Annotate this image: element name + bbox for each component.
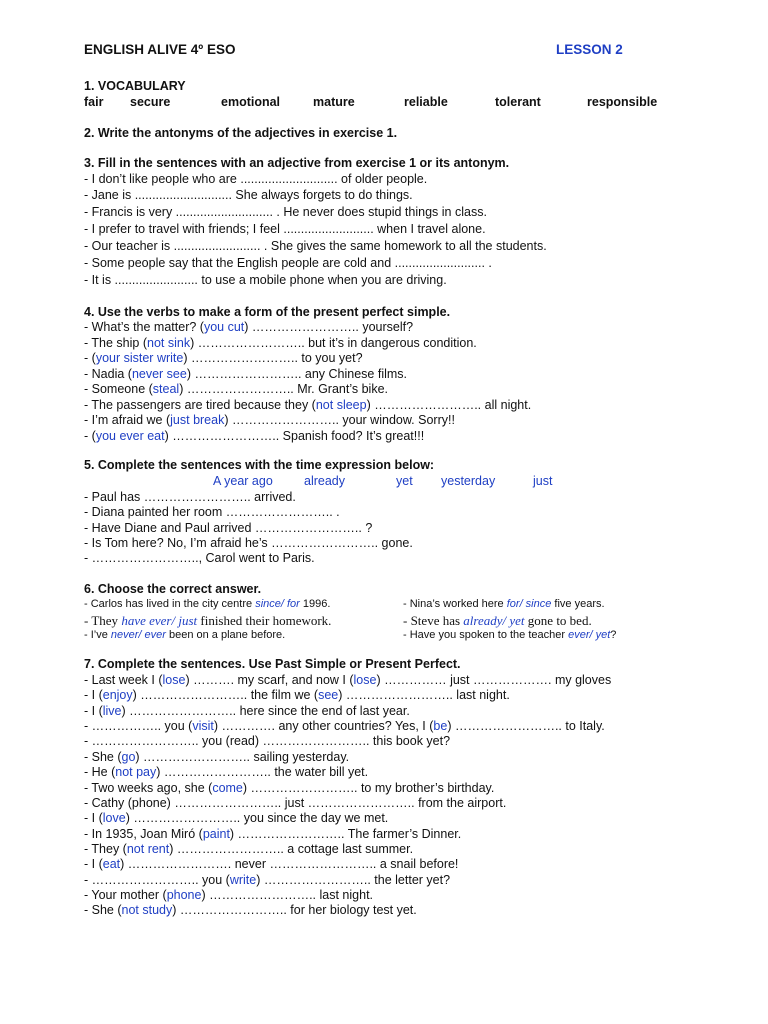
exercise-line bbox=[84, 827, 461, 841]
line-text: ) …………………….. a cottage last summer. bbox=[169, 841, 414, 856]
exercise-line: - Some people say that the English people are cold and .......................... . bbox=[84, 256, 492, 270]
verb-prompt: see bbox=[318, 688, 339, 703]
exercise-line: - Our teacher is ......................... . She gives the same homework to all the students. bbox=[84, 239, 547, 253]
exercise-line: - The ship (not sink) …………………….. but it’s in dangerous condition. bbox=[84, 336, 477, 350]
line-text: ) …………. any other countries? Yes, I ( bbox=[213, 719, 434, 733]
vocab-word: emotional bbox=[221, 95, 281, 109]
section-1-title: 1. VOCABULARY bbox=[84, 79, 186, 93]
exercise-line bbox=[84, 811, 388, 825]
exercise-line: - …………………….., Carol went to Paris. bbox=[84, 551, 315, 565]
line-text: - Two weeks ago, she ( bbox=[84, 780, 213, 795]
vocab-word: mature bbox=[313, 95, 355, 109]
line-text: - I ( bbox=[84, 811, 103, 826]
verb-prompt: be bbox=[433, 719, 448, 733]
line-text: - They ( bbox=[84, 841, 127, 856]
line-text: - He ( bbox=[84, 765, 116, 780]
exercise-line bbox=[84, 842, 413, 856]
line-text: - In 1935, Joan Miró ( bbox=[84, 826, 203, 841]
time-expression: already bbox=[304, 474, 345, 488]
verb-prompt: just break bbox=[170, 413, 225, 427]
time-expression: yesterday bbox=[441, 474, 496, 488]
line-text: - …………….. you ( bbox=[84, 719, 193, 733]
verb-prompt: lose bbox=[353, 673, 377, 687]
exercise-line bbox=[84, 688, 510, 702]
verb-prompt: phone bbox=[166, 887, 202, 902]
worksheet-header bbox=[84, 42, 684, 62]
exercise-line: - The passengers are tired because they (not sleep) …………………….. all night. bbox=[84, 398, 532, 412]
verb-prompt: love bbox=[102, 811, 126, 826]
time-expressions bbox=[84, 474, 684, 490]
exercise-line bbox=[84, 704, 410, 718]
exercise-line: - I don’t like people who are ............................ of older people. bbox=[84, 172, 428, 186]
verb-prompt: not rent bbox=[126, 841, 170, 856]
time-expression: A year ago bbox=[213, 474, 273, 488]
verb-prompt: you ever eat bbox=[95, 429, 165, 443]
line-text: - …………………….. you (read) …………………….. this book yet? bbox=[84, 734, 451, 749]
section-7-title: 7. Complete the sentences. Use Past Simple or Present Perfect. bbox=[84, 657, 461, 671]
verb-prompt: never see bbox=[131, 367, 187, 381]
choice-options: never/ ever bbox=[110, 629, 166, 641]
line-text: ) …………………….. the letter yet? bbox=[256, 872, 451, 887]
verb-prompt: not study bbox=[121, 903, 173, 918]
verb-prompt: live bbox=[102, 703, 122, 718]
choice-options: already/ yet bbox=[463, 613, 525, 628]
exercise-line: - Francis is very ............................ . He never does stupid things in class. bbox=[84, 205, 487, 219]
line-text: - Your mother ( bbox=[84, 887, 167, 902]
lesson-label: LESSON 2 bbox=[556, 42, 623, 57]
choice-line: - They have ever/ just finished their homework. bbox=[84, 613, 332, 628]
exercise-line: - What’s the matter? (you cut) …………………….. yourself? bbox=[84, 320, 414, 334]
time-expression: yet bbox=[396, 474, 413, 488]
exercise-line bbox=[84, 765, 368, 779]
vocab-word: secure bbox=[130, 95, 171, 109]
exercise-line: - Someone (steal) …………………….. Mr. Grant’s bike. bbox=[84, 382, 389, 396]
choice-line: - Carlos has lived in the city centre since/ for 1996. bbox=[84, 598, 331, 610]
vocab-word: fair bbox=[84, 95, 104, 109]
exercise-line bbox=[84, 873, 450, 887]
line-text: - I ( bbox=[84, 688, 103, 703]
worksheet-title: ENGLISH ALIVE 4º ESO bbox=[84, 42, 236, 57]
verb-prompt: not pay bbox=[115, 765, 157, 780]
exercise-line: - Diana painted her room …………………….. . bbox=[84, 505, 340, 519]
exercise-line: - Paul has …………………….. arrived. bbox=[84, 490, 296, 504]
choice-line: - I’ve never/ ever been on a plane before. bbox=[84, 629, 286, 641]
line-text: ) …………… just ………………. my gloves bbox=[376, 673, 612, 687]
verb-prompt: not sink bbox=[147, 336, 191, 350]
exercise-line bbox=[84, 888, 373, 902]
verb-prompt: you cut bbox=[203, 320, 245, 334]
section-2-title: 2. Write the antonyms of the adjectives in exercise 1. bbox=[84, 126, 398, 140]
section-5-title: 5. Complete the sentences with the time expression below: bbox=[84, 458, 435, 472]
verb-prompt: your sister write bbox=[95, 351, 184, 365]
exercise-line: - Have Diane and Paul arrived …………………….. ? bbox=[84, 521, 373, 535]
exercise-line: - I’m afraid we (just break) …………………….. your window. Sorry!! bbox=[84, 413, 455, 427]
line-text: - Cathy (phone) …………………….. just …………………….. from the airport. bbox=[84, 795, 507, 810]
exercise-line bbox=[84, 903, 417, 917]
line-text: ) …………………….. you since the day we met. bbox=[125, 811, 389, 826]
verb-prompt: go bbox=[121, 749, 136, 764]
line-text: ) ………. my scarf, and now I ( bbox=[185, 673, 354, 687]
line-text: ) …………………….. for her biology test yet. bbox=[172, 903, 417, 918]
vocab-word: responsible bbox=[587, 95, 658, 109]
verb-prompt: eat bbox=[102, 857, 121, 872]
exercise-line: - It is ........................ to use a mobile phone when you are driving. bbox=[84, 273, 447, 287]
line-text: - She ( bbox=[84, 903, 122, 918]
line-text: ) …………………….. The farmer’s Dinner. bbox=[229, 826, 462, 841]
exercise-line bbox=[84, 719, 605, 733]
line-text: - …………………….. you ( bbox=[84, 872, 230, 887]
exercise-line: - Is Tom here? No, I’m afraid he’s …………………….. gone. bbox=[84, 536, 413, 550]
verb-prompt: lose bbox=[162, 673, 186, 687]
verb-prompt: visit bbox=[192, 719, 214, 733]
line-text: ) …………………….. sailing yesterday. bbox=[135, 749, 350, 764]
line-text: ) …………………….. the water bill yet. bbox=[156, 765, 369, 780]
exercise-line bbox=[84, 734, 450, 748]
exercise-line: - (you ever eat) …………………….. Spanish food? It’s great!!! bbox=[84, 429, 425, 443]
line-text: - I ( bbox=[84, 857, 103, 872]
time-expression: just bbox=[533, 474, 553, 488]
choice-line: - Have you spoken to the teacher ever/ yet? bbox=[403, 629, 617, 641]
exercise-line bbox=[84, 750, 349, 764]
choice-options: since/ for bbox=[255, 598, 300, 610]
section-3-title: 3. Fill in the sentences with an adjective from exercise 1 or its antonym. bbox=[84, 156, 510, 170]
choice-line: - Nina’s worked here for/ since five years. bbox=[403, 598, 605, 610]
choice-options: ever/ yet bbox=[568, 629, 611, 641]
verb-prompt: paint bbox=[202, 826, 230, 841]
section-4-title: 4. Use the verbs to make a form of the present perfect simple. bbox=[84, 305, 451, 319]
exercise-line: - I prefer to travel with friends; I feel .......................... when I travel alone. bbox=[84, 222, 486, 236]
exercise-line bbox=[84, 673, 611, 687]
line-text: ) …………………….. to my brother’s birthday. bbox=[242, 780, 495, 795]
verb-prompt: come bbox=[212, 780, 243, 795]
exercise-line: - Jane is ............................ She always forgets to do things. bbox=[84, 188, 413, 202]
verb-prompt: steal bbox=[152, 382, 180, 396]
verb-prompt: write bbox=[229, 872, 257, 887]
verb-prompt: not sleep bbox=[315, 398, 367, 412]
line-text: - I ( bbox=[84, 703, 103, 718]
exercise-line bbox=[84, 781, 494, 795]
exercise-line bbox=[84, 796, 506, 810]
vocabulary-list bbox=[84, 95, 684, 111]
line-text: ) …………………….. to Italy. bbox=[447, 719, 605, 733]
section-6-title: 6. Choose the correct answer. bbox=[84, 582, 262, 596]
line-text: ) …………………….. the film we ( bbox=[132, 688, 319, 703]
vocab-word: tolerant bbox=[495, 95, 541, 109]
line-text: ) …………………….. here since the end of last year. bbox=[121, 703, 410, 718]
exercise-line: - (your sister write) …………………….. to you yet? bbox=[84, 351, 363, 365]
choice-options: have ever/ just bbox=[121, 613, 198, 628]
exercise-line bbox=[84, 857, 458, 871]
line-text: ) ……………………. never …………………….. a snail before! bbox=[120, 857, 459, 872]
verb-prompt: enjoy bbox=[102, 688, 133, 703]
line-text: ) …………………….. last night. bbox=[338, 688, 510, 703]
exercise-line: - Nadia (never see) …………………….. any Chinese films. bbox=[84, 367, 408, 381]
vocab-word: reliable bbox=[404, 95, 448, 109]
line-text: - She ( bbox=[84, 749, 122, 764]
choice-options: for/ since bbox=[506, 598, 552, 610]
line-text: - Last week I ( bbox=[84, 673, 163, 687]
line-text: ) …………………….. last night. bbox=[201, 887, 374, 902]
choice-line: - Steve has already/ yet gone to bed. bbox=[403, 613, 592, 628]
